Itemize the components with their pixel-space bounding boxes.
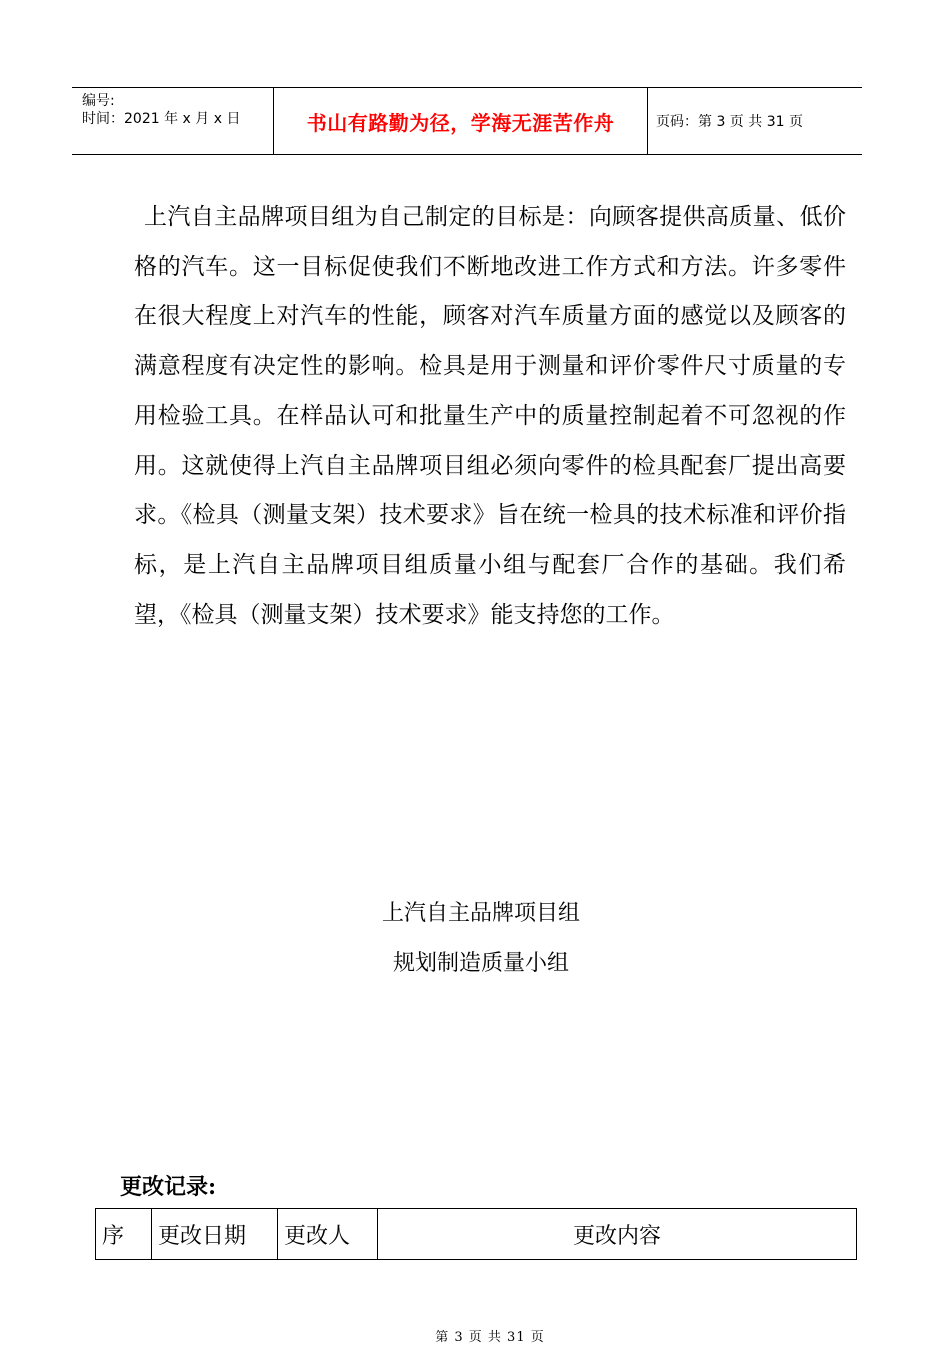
signature-org: 上汽自主品牌项目组	[381, 901, 580, 926]
column-header-seq: 序	[96, 1209, 152, 1260]
document-time-label: 时间：2021 年 x 月 x 日	[82, 111, 241, 127]
page-footer: 第 3 页 共 31 页	[435, 1330, 545, 1345]
column-header-content: 更改内容	[378, 1209, 857, 1260]
document-number-label: 编号:	[82, 93, 115, 109]
change-record-title: 更改记录:	[120, 1174, 217, 1200]
header-meta	[72, 88, 274, 154]
header-motto: 书山有路勤为径，学海无涯苦作舟	[274, 88, 648, 154]
column-header-date: 更改日期	[152, 1209, 278, 1260]
column-header-person: 更改人	[278, 1209, 378, 1260]
intro-paragraph: 上汽自主品牌项目组为自己制定的目标是：向顾客提供高质量、低价格的汽车。这一目标促使我们不断地改进工作方式和方法。许多零件在很大程度上对汽车的性能，顾客对汽车质量方面的感觉以及顾客的满意程度有决定性的影响。检具是用于测量和评价零件尺寸质量的专用检验工具。在样品认可和批量生产中的质量控制起着不可忽视的作用。这就使得上汽自主品牌项目组必须向零件的检具配套厂提出高要求。《检具（测量支架）技术要求》旨在统一检具的技术标准和评价指标，是上汽自主品牌项目组质量小组与配套厂合作的基础。我们希望，《检具（测量支架）技术要求》能支持您的工作。	[134, 204, 846, 628]
header-page-info: 页码：第 3 页 共 31 页	[656, 114, 803, 130]
table-header-row	[96, 1209, 857, 1260]
page-header	[72, 87, 862, 155]
signature-team: 规划制造质量小组	[392, 951, 569, 976]
change-record-table	[95, 1208, 857, 1260]
